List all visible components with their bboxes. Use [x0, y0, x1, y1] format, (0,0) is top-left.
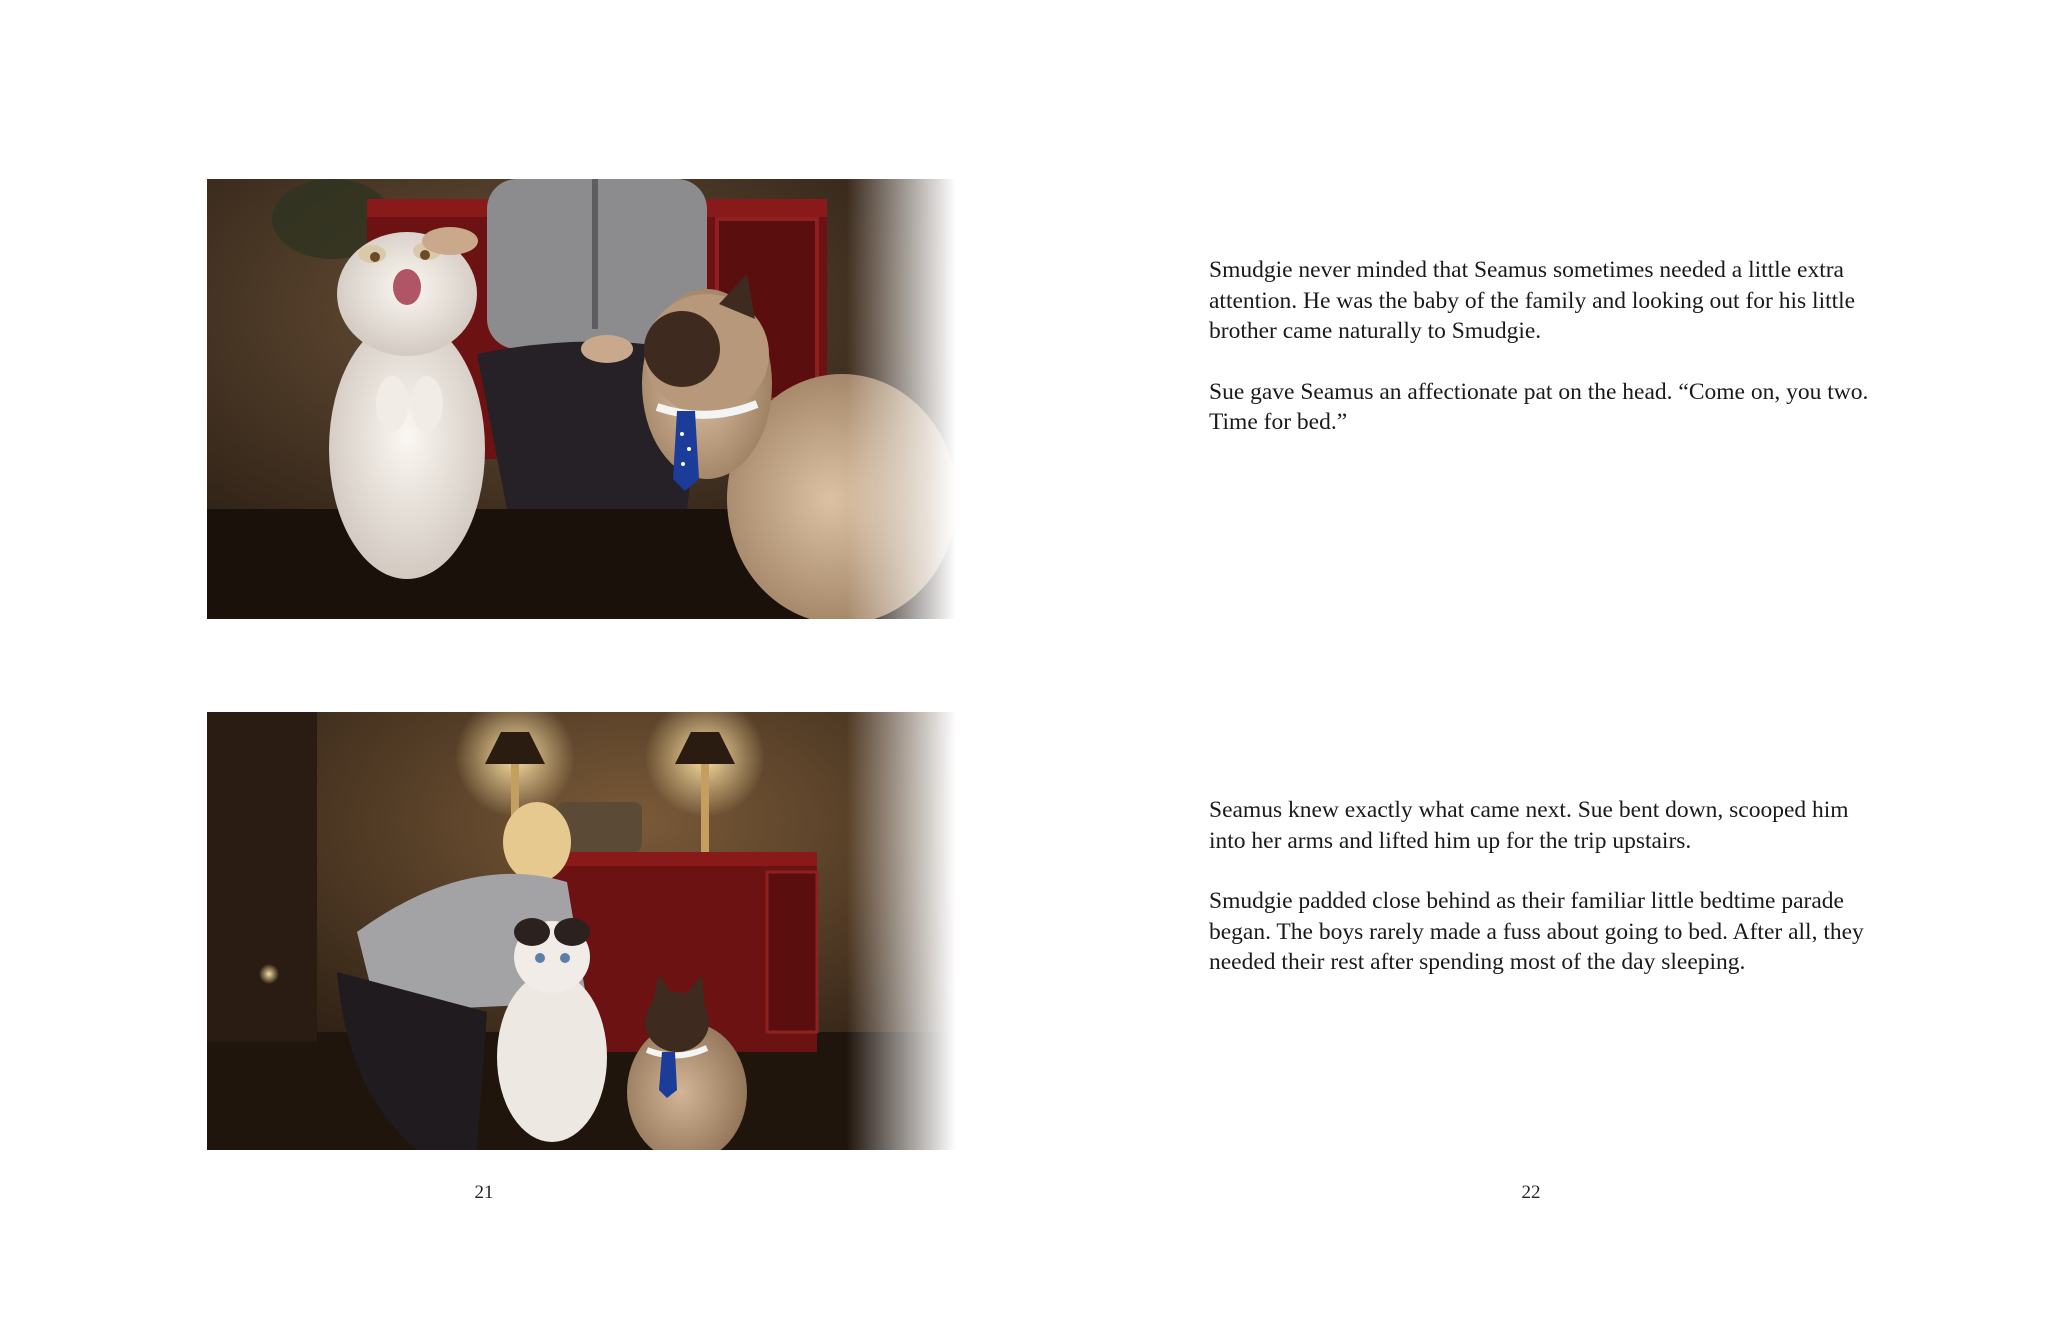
- illustration-owner-lifting-cat: [207, 712, 987, 1150]
- paragraph: Smudgie padded close behind as their familiar little bedtime parade began. The boys rarely made a fuss about going to bed. After all, they needed their rest after spending most of the day sleeping.: [1209, 888, 1864, 975]
- text-block-2: [1209, 795, 1889, 1008]
- page-number-right: 22: [1521, 1182, 1541, 1203]
- paragraph: Seamus knew exactly what came next. Sue bent down, scooped him into her arms and lifted him up for the trip upstairs.: [1209, 797, 1849, 854]
- page-number-left: 21: [474, 1182, 494, 1203]
- right-page: [1024, 0, 2048, 1335]
- text-block-1: [1209, 255, 1889, 468]
- paragraph: Smudgie never minded that Seamus sometimes needed a little extra attention. He was the baby of the family and looking out for his little brother came naturally to Smudgie.: [1209, 257, 1856, 344]
- paragraph: Sue gave Seamus an affectionate pat on the head. “Come on, you two. Time for bed.”: [1209, 378, 1869, 435]
- illustration-cats-with-owner: [207, 179, 987, 619]
